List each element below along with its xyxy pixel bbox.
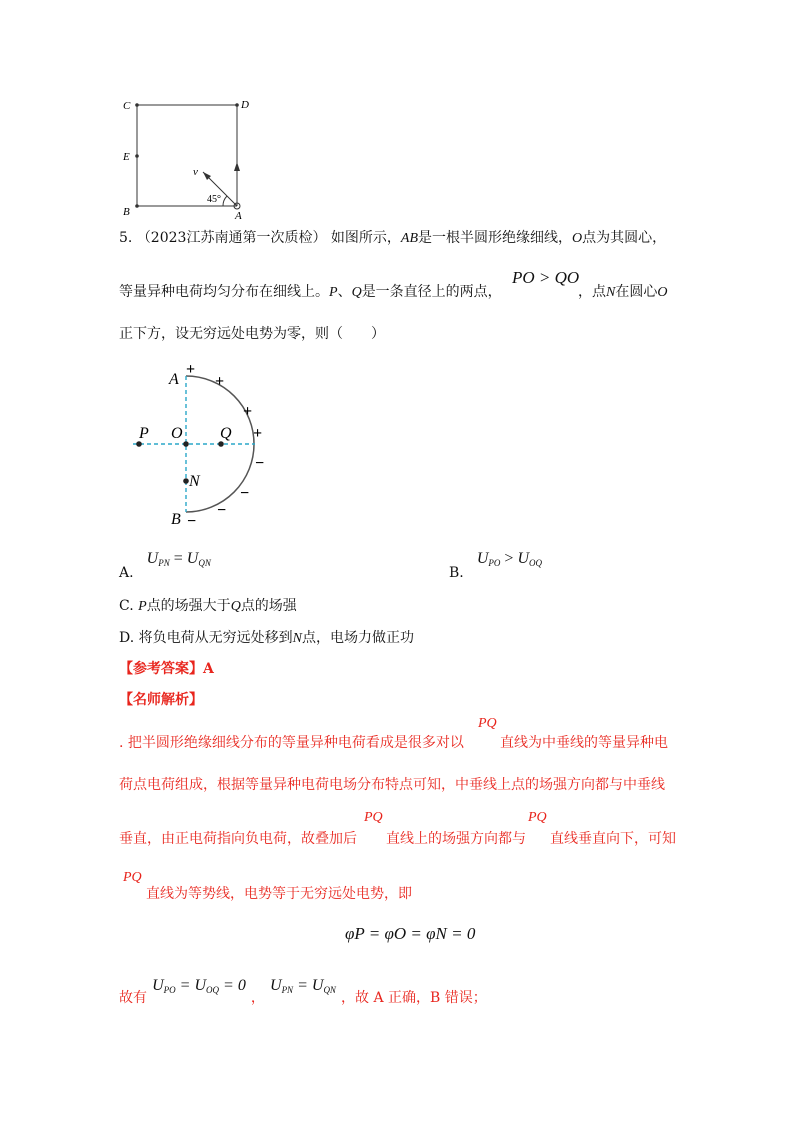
label-n: N [189,473,200,490]
analysis-line-4: 直线为等势线，电势等于无穷远处电势，即 [146,886,412,902]
label-b: B [123,206,130,218]
answer-label: 【参考答案】A [119,661,214,677]
plus-sign: + [243,403,253,420]
label-p: P [139,425,149,442]
pq-label: PQ [123,870,142,885]
label-q: Q [220,425,232,442]
point-n [183,478,189,484]
analysis-label: 【名师解析】 [119,692,203,708]
question-line-2-end: ，点N在圆心O [578,284,668,300]
analysis-line-3-mid: 直线上的场强方向都与 [386,831,526,847]
pq-label: PQ [478,716,497,731]
point-o [183,441,189,447]
question-line-3: 正下方，设无穷远处电势为零，则（ ） [119,326,385,342]
label-a2: A [169,371,179,388]
option-a: A. UPN = UQN [119,550,211,581]
analysis-line-2: 荷点电荷组成，根据等量异种电荷电场分布特点可知，中垂线上点的场强方向都与中垂线 [119,777,665,793]
option-b: B. UPO > UOQ [449,550,542,581]
label-o: O [171,425,183,442]
analysis-line-5: 故有 UPO = UOQ = 0 ， UPN = UQN ，故 A 正确，B 错误； [119,977,487,1006]
analysis-line-3: 垂直，由正电荷指向负电荷，故叠加后 [119,831,357,847]
option-d: D. 将负电荷从无穷远处移到N点，电场力做正功 [119,630,414,646]
analysis-line-1: . 把半圆形绝缘细线分布的等量异种电荷看成是很多对以 [119,735,464,751]
label-b2: B [171,511,181,528]
point-p [136,441,142,447]
pq-label: PQ [364,810,383,825]
figure-semicircle [125,360,285,530]
question-source: （2023江苏南通第一次质检） [136,230,327,246]
analysis-line-3-end: 直线垂直向下，可知 [550,831,676,847]
label-v: v [193,166,198,178]
plus-sign: + [253,425,263,442]
minus-sign: − [255,455,265,472]
minus-sign: − [187,513,197,530]
point-q [218,441,224,447]
question-line-2: 等量异种电荷均匀分布在细线上。P、Q是一条直径上的两点， [119,284,502,300]
label-c: C [123,100,131,112]
label-e: E [123,151,130,163]
plus-sign: + [186,361,196,378]
minus-sign: − [240,485,250,502]
label-angle: 45° [207,194,221,205]
pq-label: PQ [528,810,547,825]
question-line-1: 5. （2023江苏南通第一次质检） 如图所示，AB是一根半圆形绝缘细线，O点为其圆心， [119,230,667,246]
option-c: C. P点的场强大于Q点的场强 [119,598,297,614]
analysis-line-1-end: 直线为中垂线的等量异种电 [500,735,668,751]
label-d: D [241,99,249,111]
figure-square-velocity [115,92,255,222]
label-a: A [235,210,242,222]
equation-potential: φP = φO = φN = 0 [345,924,476,943]
condition-formula: PO > QO [512,268,580,287]
minus-sign: − [217,502,227,519]
question-number: 5. [119,230,133,246]
plus-sign: + [215,373,225,390]
